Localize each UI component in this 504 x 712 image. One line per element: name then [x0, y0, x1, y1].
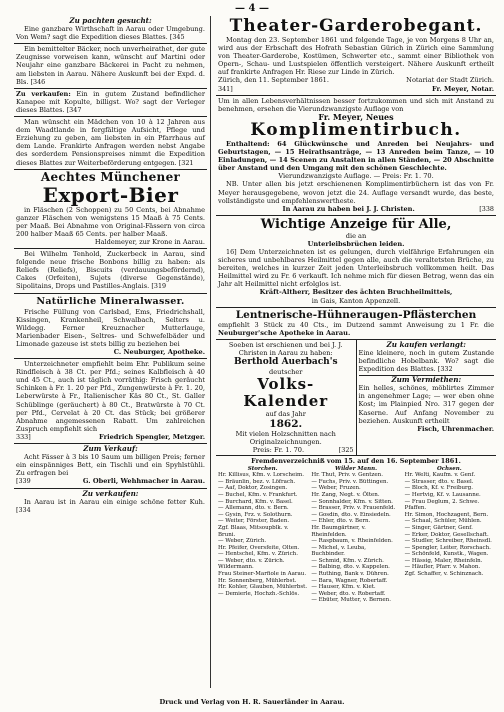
guest-entry: Hr. Pfeifer, Oversfeite, Olten. — [218, 544, 300, 551]
guest-entry: — Michel, v. Leuba, Buchbinder. — [311, 544, 367, 558]
guest-entry: Frau Steiner-Marfiole in Aarau. — [218, 571, 307, 578]
ad-pacht — [14, 16, 207, 44]
ad-nb: NB. Unter allen bis jetzt erschienenen Komplimentirbüchern ist das von Fr. Meyer herausgegebene, wovon jetzt die 24. Auflage versandt wurde, das beste, vollständigste und empfehlenswertheste. — [218, 180, 494, 205]
ad-ref: [338 — [479, 204, 494, 213]
ad-text: Ein helles, schönes, möblirtes Zimmer in angenehmer Lage; — wer eben ohne Kost; im Plainpied Nro. 317 gegen der Kaserne. Auf Anfang November zu beziehen. Auskunft ertheilt — [358, 384, 494, 425]
ad-heading: Zu pachten gesucht: — [69, 16, 152, 25]
ad-kalender — [216, 340, 356, 456]
ad-signer: Fisch, Uhrenmacher. — [417, 424, 494, 433]
ad-year-pre: auf das Jahr — [265, 410, 306, 419]
guest-entry: — Raspbaum, v. Rheinfelden. — [311, 538, 393, 545]
guest-entry: — Häufler, Pfarr. v. Mahon. — [404, 564, 481, 571]
hotel-name: Ochsen. — [436, 465, 462, 472]
guest-entry: Hr. Simon, Hochzagent, Bern. — [404, 511, 489, 518]
ad-ref: [339 — [16, 477, 31, 486]
guest-entry: — Gysin, Frz. v. Solothurn. — [218, 511, 293, 518]
ad-author: Berthold Auerbach's — [233, 357, 338, 367]
ad-komplimentirbuch — [216, 96, 496, 216]
ad-author: Fr. Meyer, Neues — [318, 111, 394, 122]
ad-text: Man wünscht ein Mädchen von 10 à 12 Jahren aus dem Waadtlande in fergfältige Aufsicht, Pflege und Erziehung zu geben, am liebsten in ein Pfarrhaus auf dem Lande. Frankirte Anfragen werden nebst Angabe des sorderdem Pensionspreises nimmt die Expedition dieses Blattes zur Weiterbeförderung entgegen. [321 — [16, 118, 205, 167]
ad-text: In Aarau ist in Aarau ein einige schöne fetter Kuh. [334 — [16, 497, 205, 514]
guest-list — [311, 472, 400, 604]
guest-col-1 — [216, 466, 309, 604]
guest-entry: Zgf. Blaas, Mitsoupblk. v. Bruni. — [218, 524, 289, 538]
guest-col-3 — [403, 466, 496, 604]
guest-entry: — Frau Deglum, 2. Schwe. — [404, 498, 480, 505]
guest-entry: — Bloch, Kf. v. Freiburg. — [404, 485, 473, 492]
two-column-ads — [216, 340, 496, 457]
guest-list — [405, 472, 494, 578]
ad-bonbons — [14, 249, 207, 293]
right-column — [216, 16, 496, 688]
guest-entry: — Hauser, Kfm. v. Kiet. — [311, 584, 376, 591]
guest-entry: — Balbing, dto. v. Kappelen. — [311, 564, 390, 571]
guest-entry: — Weber, dto. v. Robertaff. — [311, 590, 386, 597]
ad-year: 1862. — [269, 418, 303, 431]
ad-text: Bei Wilhelm Tenhold, Zuckerbeck in Aarau, sind folgende neue frische Bonbons billig zu haben: als Reliefs (Reliefs), Biscuits (verdauungsbefördernd), Cakes (Orfeiten), Sujets (diverse Gegenstände), Sipolitains, Drops und Pastilles-Anglais. [319 — [16, 250, 205, 291]
ad-place: Zürich, den 11. September 1861. — [218, 76, 329, 85]
ad-text: Acht Fässer à 3 bis 10 Saum um billigen Preis; ferner ein einspänniges Bett, ein Tischli und ein Spyhlstühli. Zu erfragen bei — [16, 453, 205, 478]
ad-kuh — [14, 489, 207, 516]
ad-maedchen — [14, 117, 207, 170]
guest-entry: Hr. Zang, Negt. v. Ölten. — [311, 491, 380, 498]
guest-list — [218, 472, 307, 597]
guest-entry: — Gosdin, dto. v. Einsiedeln. — [311, 511, 391, 518]
ad-exportbier — [14, 170, 207, 249]
ad-ref: [325 — [338, 446, 354, 455]
guest-entry: — Brasser, Priv. v. Frauenfeld. — [311, 505, 396, 512]
ad-baecker — [14, 44, 207, 88]
ad-intro: Soeben ist erschienen und bei J. J. Christen in Aarau zu haben: — [228, 340, 343, 357]
guest-entry: — Fuchs, Priv. v. Büttingen. — [311, 478, 389, 485]
guest-entry: — Buchel, Kfm. v. Frankfurt. — [218, 491, 298, 498]
ad-seller: In Aarau zu haben bei J. J. Christen. — [282, 204, 415, 213]
guest-entry: — Hertvig, Kf. v. Lausanne. — [404, 491, 481, 498]
guest-entry: — Aaf, Doktor, Zosingen. — [218, 485, 288, 492]
page-number: — 4 — — [235, 3, 269, 14]
ad-title: Lentnerische-Hühneraugen-Pflästerchen — [235, 308, 477, 321]
ad-pretitle: deutscher — [269, 368, 303, 376]
ad-text: Montag den 23. September 1861 und folgende Tage, je von Morgens 8 Uhr an, wird aus der Erbschaft des Hofrath Sebastian Gürich in Zürich eine Sammlung von Theater-Garderobe, Kostümen, Schwerter etc., sammt einer Bibliothek von Opern-, Schau- und Lustspielen öffentlich versteigert. Nähere Auskunft ertheilt auf frankirte Anfragen Hr. Riese zur Linde in Zürich. — [218, 36, 494, 77]
guest-entry: — Sonnhalder, Kfm. v. Sitten. — [311, 498, 393, 505]
ad-ref: 341] — [218, 84, 233, 93]
ad-vermiethen — [359, 376, 495, 433]
guest-entry: Zgf. Schaffer, v. Schinznach. — [404, 571, 484, 578]
ad-text: in Fläschen (2 Schoppen) zu 50 Cents, bei Abnahme ganzer Fläschen von wenigstens 15 Maaß à 75 Cents. per Maaß. Bei Abnahme von Original-Fässern von circa 200 halber Maaß 65 Cents. per halber Maaß. — [16, 205, 205, 238]
ad-text: 16] Dem Unterzeichneten ist es gelungen, durch vielfährige Erfahrungen ein sicheres und unbehlbares Heilmittel gegen alle, auch die veraltetsten Brüche, zu bereiten, welches in kurzer Zeit jeden Unterleibsbruch vollkommen heilt. Das Heilmittel wird zu Fr. 6 verkauft. Ich nehme mich für diesen Betrag, wenn das ein Jahr alt Heilmittel nicht erfolglos ist. — [218, 247, 494, 289]
ad-signer: Fr. Meyer, Notar. — [431, 84, 494, 93]
guest-entry: — Schaal, Schüler, Mühlen. — [404, 518, 482, 525]
guest-entry: Pfaffen. — [404, 505, 427, 512]
ad-signer: C. Neuburger, Apotheke. — [113, 348, 205, 356]
ad-signer: Kräft-Altherr, Besitzer des ächten Bruchheilmittels, — [259, 288, 453, 297]
ad-huehneraugen — [216, 308, 496, 340]
ad-title: Theater-Garderobegant. — [229, 16, 483, 36]
ad-intro: Um in allen Lebensverhältnissen besser fortzukommen und sich mit Anstand zu benehmen, ersehen die Vierundzwanzigste Auflage von — [218, 96, 494, 113]
guest-entry: — Allemann, dto. v. Bern. — [218, 505, 289, 512]
ad-title: Volks-Kalender — [243, 375, 329, 411]
guest-col-2 — [309, 466, 402, 604]
guest-entry: — Demierle, Hochzh.-Schlös. — [218, 590, 300, 597]
ad-heading: Zu kaufen verlangt: — [386, 339, 466, 349]
ad-signer: Friedrich Spengler, Metzger. — [99, 432, 205, 441]
guest-entry: — Studler, Schreiber, Rheinsdl. — [404, 538, 492, 545]
section-title: Fremdenverzeichniß vom 15. auf den 16. September 1861. — [251, 457, 461, 466]
ad-mineralwasser — [14, 294, 207, 360]
ad-text: Zu verkaufen: Ein in gutem Zustand befindlicher Kanapee mit Kopulte, billigst. Wo? sagt der Verleger dieses Blattes. [347 — [16, 89, 205, 114]
ad-ref: 333] — [16, 432, 31, 441]
guest-entry: — Weber, Zürich. — [218, 538, 267, 545]
guest-entry: Hr. Baumgärtner, v. Rheinfelden. — [311, 524, 366, 538]
ad-place: in Gais, Kanton Appenzell. — [311, 296, 401, 305]
left-column — [14, 16, 207, 688]
ad-office: Notariat der Stadt Zürich. — [406, 76, 494, 85]
guest-entry: — Weiter, Förster, Baden. — [218, 518, 290, 525]
ad-heading: Zum Verkauf: — [83, 444, 138, 454]
ad-text: Enthaltend: 64 Glückwünsche und Anreden bei Neujahrs- und Geburtstagen, — 15 Heirathsanträge, — 13 Anreden beim Tanze, — 10 Einladungen, — 14 Scenen zu Anstalten in allen Ständen, — 20 Abschnitte über Anstand und den Umgang mit den schönen Geschlechte. — [218, 139, 494, 173]
ad-title: Aechtes Münchener — [40, 169, 181, 184]
ad-theater — [216, 16, 496, 96]
ad-signer: G. Oberli, Wehhmacher in Aarau. — [82, 477, 205, 486]
column-divider — [210, 16, 211, 688]
ad-text: empfiehlt 3 Stück zu 40 Cts., im Dutzend sammt Anweisung zu 1 Fr. die Neuburger'sche Apotheke in Aarau. — [218, 320, 494, 337]
printer-footer: Druck und Verlag von H. R. Sauerländer in Aarau. — [159, 698, 345, 706]
ad-text: Frische Füllung von Carlsbad, Ems, Friedrichshall, Kissingen, Krankenheil, Schwalbach, Selters u. Wildegg. Ferner Kreuznacher Mutterlauge, Marienbader Eisen-, Seltres- und Schwefelbäder und Limonade gazeuse ist stets billig zu beziehen bei — [16, 307, 205, 348]
guest-entry: — Bara, Wagner, Robertaff. — [311, 577, 388, 584]
ad-edition: Vierundzwanzigste Auflage. — Preis: Fr. 1. 70. — [278, 172, 434, 181]
ad-note: Mit vielen Holzschnitten nach Originalzeichnungen. — [235, 430, 336, 447]
guest-entry: — Weber, Fruzen. — [311, 485, 361, 492]
guest-entry: — Burchard, Kfm. v. Basel. — [218, 498, 293, 505]
ad-wichtig — [216, 216, 496, 308]
ad-hobelbank — [359, 341, 495, 376]
guest-entry: — Bräunlin, bez. v. Löfrach. — [218, 478, 296, 485]
ad-subtitle: die an — [345, 231, 367, 240]
guest-entry: — Hässig, Maler, Rheinfeln. — [404, 557, 483, 564]
guest-entry: — Hentschel, Kfm. v. Zürich. — [218, 551, 298, 558]
ad-kanapee — [14, 89, 207, 117]
ad-title: Komplimentirbuch. — [250, 119, 462, 140]
ad-text: Unterzeichneter empfiehlt beim Ehr. Publikum seine Rindfleisch à 38 Ct. per Pfd.; seines Kalbfleisch à 40 und 45 Ct., auch ist täglich vorräthig: Frisch geräucht Schinken à Fr. 1. 20 per Pfd., Zungenwürste à Fr. 1. 20, Leberwürste à Fr., Italienischer Käs 80 Ct., St. Galler Schüblinge (geräuchert) à 80 Ct., Bratwürste à 70 Ct. per Pfd., Cervelat à 20 Ct. das Stück; bei größerer Abnahme angemessenen Rabatt. Um zahlreichen Zuspruch empfiehlt sich — [16, 360, 205, 433]
guest-entry: Hr. Sonnenberg, Mühlerbst. — [218, 577, 297, 584]
hotel-name: Storchen. — [247, 465, 278, 472]
ad-price: Preis: Fr. 1. 70. — [252, 446, 305, 455]
guest-entry: — Ebüter, Mutter, v. Bernen. — [311, 597, 391, 604]
ad-text: Ein bemittelter Bäcker, noch unverheirathet, der gute Zeugnisse vorweisen kann, wünscht auf Martini oder Neujahr eine ganzbare Bäckerei in Pacht zu nehmen, am liebsten in Aarau. Nähere Auskunft bei der Expd. d. Bls. [346 — [16, 45, 205, 86]
guest-entry: — Schmid, Kfm. v. Zürich. — [311, 557, 384, 564]
guest-entry: — Schönfeld, Kunstk., Wagen. — [404, 551, 489, 558]
guest-entry: — Spengler, Leiter, Rorschach. — [404, 544, 491, 551]
guest-entry: — Singer, Gärtner, Genf. — [404, 524, 473, 531]
guest-entry: Hr. Killisus, Kfm. v. Lorscheim. — [218, 472, 304, 479]
guest-entry: — Erker, Doktor, Gesellschaft. — [404, 531, 489, 538]
guest-entry: Hr. Thut, Priv. v. Gentzen. — [311, 472, 383, 479]
guest-entry: — Strasser, dto. v. Basel. — [404, 478, 474, 485]
ad-metzger — [14, 359, 207, 444]
ad-faesser — [14, 444, 207, 488]
ad-heading: Zu verkaufen: — [82, 488, 139, 498]
ad-heading: Zum Vermiethen: — [391, 375, 462, 385]
ad-title: Natürliche Mineralwasser. — [36, 295, 185, 307]
ad-subtitle-bold: Unterleibsbrüchen leiden. — [307, 239, 405, 248]
guest-entry: — Weber, dto. v. Zürich. — [218, 557, 285, 564]
ad-text: Eine ganzbare Wirthschaft in Aarau oder Umgebung. Von Wem? sagt die Expedition dieses Blattes. [345 — [16, 25, 205, 42]
ad-title: Wichtige Anzeige für Alle, — [260, 216, 452, 232]
guest-entry: Hr. Welti, Kaufm. v. Genf. — [404, 472, 476, 479]
guest-entry: Wildermann. — [218, 564, 254, 571]
guest-entry: — Ehler, dto. v. Bern. — [311, 518, 371, 525]
ad-title-large: Export-Bier — [42, 182, 179, 207]
ad-signer: Haldemeyer, zur Krone in Aarau. — [94, 237, 205, 246]
guest-entry: Hr. Kohler, Glauben, Mühlerbst. — [218, 584, 308, 591]
ad-text: Eine kleinere, noch in gutem Zustande befindliche Hobelbank. Wo? sagt die Expedition des Blattes. [332 — [358, 348, 494, 374]
hotel-name: Wilder Mann. — [335, 465, 377, 472]
guest-entry: — Ruthing, Bank v. Dühren. — [311, 571, 389, 578]
fremdenverzeichnis — [216, 456, 496, 605]
